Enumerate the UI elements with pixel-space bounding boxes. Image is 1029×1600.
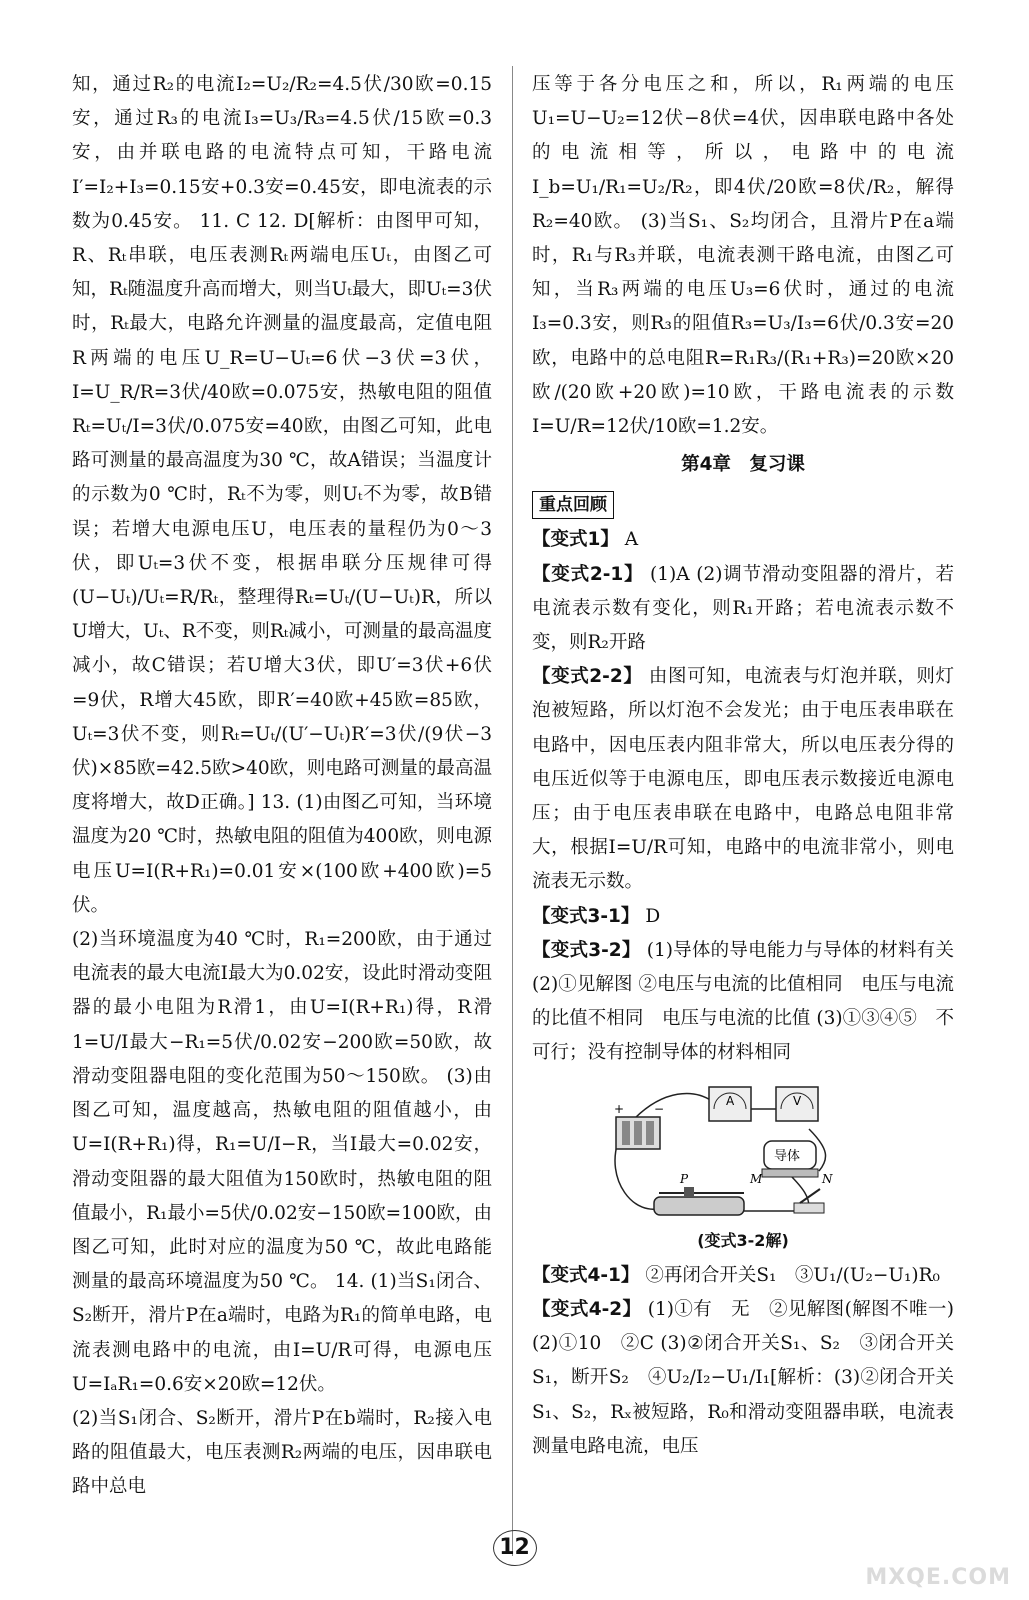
figure-caption: (变式3-2解) <box>697 1230 789 1250</box>
answer-item <box>532 934 954 1071</box>
wire <box>634 1093 712 1118</box>
review-badge: 重点回顾 <box>532 491 614 519</box>
answer-text: D <box>645 905 661 927</box>
battery-cell <box>634 1121 642 1145</box>
battery-plus-label: + <box>614 1101 625 1116</box>
rheostat-icon <box>654 1197 744 1215</box>
ammeter-label: A <box>726 1093 735 1108</box>
battery-cell <box>646 1121 654 1145</box>
conductor-base <box>762 1169 818 1177</box>
left-paragraph: (2)当S₁闭合、S₂断开，滑片P在b端时，R₂接入电路的阻值最大，电压表测R₂两端的电压，因串联电路中总电 <box>72 1407 492 1498</box>
answer-label: 【变式2-2】 <box>532 666 643 688</box>
wire <box>789 1174 809 1207</box>
conductor-label: 导体 <box>774 1148 801 1164</box>
page-number: 12 <box>493 1530 537 1566</box>
answer-item <box>532 558 954 661</box>
answer-text: (1)①有 无 ②见解图(解图不唯一) (2)①10 ②C (3)②闭合开关S₁、S₂ ③闭合开关S₁，断开S₂ ④U₂/I₂−U₁/I₁[解析：(3)②闭合开关S₁、S₂，Rₓ被短路，R₀和滑动变阻器串联，电流表测量电路电流，电压 <box>532 1298 954 1457</box>
terminal-m-label: M <box>750 1171 763 1186</box>
answer-label: 【变式3-1】 <box>532 905 640 927</box>
answer-label: 【变式4-1】 <box>532 1264 640 1286</box>
answer-label: 【变式4-2】 <box>532 1298 642 1320</box>
terminal-n-label: N <box>822 1171 833 1186</box>
watermark-text: MXQE.COM <box>865 1565 1011 1590</box>
left-column <box>72 68 492 1505</box>
answer-text: (1)A (2)调节滑动变阻器的滑片，若电流表示数有变化，则R₁开路；若电流表示数不变，则R₂开路 <box>532 563 954 654</box>
answer-item <box>532 660 954 899</box>
battery-cell <box>622 1121 630 1145</box>
chapter-title: 第4章 复习课 <box>681 454 805 476</box>
answer-item <box>532 523 954 557</box>
right-column <box>532 68 954 1464</box>
switch-icon <box>794 1203 824 1213</box>
answer-text: 由图可知，电流表与灯泡并联，则灯泡被短路，所以灯泡不会发光；由于电压表串联在电路中，因电压表内阻非常大，所以电压表分得的电压近似等于电源电压，即电压表示数接近电源电压；由于电压表串联在电路中，电路总电阻非常大，根据I=U/R可知，电路中的电流非常小，则电流表无示数。 <box>532 666 954 893</box>
circuit-diagram <box>604 1079 844 1229</box>
answer-item <box>532 1259 954 1293</box>
answer-text: A <box>624 529 639 551</box>
column-divider <box>512 66 513 1556</box>
right-intro: 压等于各分电压之和，所以，R₁两端的电压U₁=U−U₂=12伏−8伏=4伏，因串联电路中各处的电流相等，所以，电路中的电流I_b=U₁/R₁=U₂/R₂，即4伏/20欧=8伏/R₂，解得R₂=40欧。 (3)当S₁、S₂均闭合，且滑片P在a端时，R₁与R₃并联，电流表测干路电流，由图乙可知，当R₃两端的电压U₃=6伏时，通过的电流I₃=0.3安，则R₃的阻值R₃=U₃/I₃=6伏/0.3安=20欧，电路中的总电阻R=R₁R₃/(R₁+R₃)=20欧×20欧/(20欧+20欧)=10欧，干路电流表的示数I=U/R=12伏/10欧=1.2安。 <box>532 74 954 438</box>
circuit-figure <box>604 1079 844 1229</box>
watermark-logo <box>861 1520 1011 1590</box>
answer-text: ②再闭合开关S₁ ③U₁/(U₂−U₁)R₀ <box>645 1264 940 1286</box>
left-paragraph: (2)当环境温度为40 ℃时，R₁=200欧，由于通过电流表的最大电流I最大为0.02安，设此时滑动变阻器的最小电阻为R滑1，由U=I(R+R₁)得，R滑1=U/I最大−R₁=5伏/0.02安−200欧=50欧，故滑动变阻器电阻的变化范围为50～150欧。 (3)由图乙可知，温度越高，热敏电阻的阻值越小，由U=I(R+R₁)得，R₁=U/I−R，当I最大=0.02安，滑动变阻器的最大阻值为150欧时，热敏电阻的阻值最小，R₁最小=5伏/0.02安−150欧=100欧，由图乙可知，此时对应的温度为50 ℃，故此电路能测量的最高环境温度为50 ℃。 14. (1)当S₁闭合、S₂断开，滑片P在a端时，电路为R₁的简单电路，电流表测电路中的电流，由I=U/R可得，电源电压U=IₐR₁=0.6安×20欧=12伏。 <box>72 929 492 1395</box>
answer-label: 【变式1】 <box>532 529 619 551</box>
answer-item <box>532 900 954 934</box>
left-paragraph: 知，通过R₂的电流I₂=U₂/R₂=4.5伏/30欧=0.15安，通过R₃的电流I₃=U₃/R₃=4.5伏/15欧=0.3安，由并联电路的电流特点可知，干路电流I′=I₂+I₃=0.15安+0.3安=0.45安，即电流表的示数为0.45安。 11. C 12. D[解析：由图甲可知，R、Rₜ串联，电压表测Rₜ两端电压Uₜ，由图乙可知，Rₜ随温度升高而增大，则当Uₜ最大，即Uₜ=3伏时，Rₜ最大，电路允许测量的温度最高，定值电阻R两端的电压U_R=U−Uₜ=6伏−3伏=3伏，I=U_R/R=3伏/40欧=0.075安，热敏电阻的阻值Rₜ=Uₜ/I=3伏/0.075安=40欧，由图乙可知，此电路可测量的最高温度为30 ℃，故A错误；当温度计的示数为0 ℃时，Rₜ不为零，则Uₜ不为零，故B错误；若增大电源电压U，电压表的量程仍为0～3伏，即Uₜ=3伏不变，根据串联分压规律可得(U−Uₜ)/Uₜ=R/Rₜ，整理得Rₜ=Uₜ/(U−Uₜ)R，所以U增大，Uₜ、R不变，则Rₜ减小，可测量的最高温度减小，故C错误；若U增大3伏，即U′=3伏+6伏=9伏，R增大45欧，即R′=40欧+45欧=85欧，Uₜ=3伏不变，则Rₜ=Uₜ/(U′−Uₜ)R′=3伏/(9伏−3伏)×85欧=42.5欧>40欧，则电路可测量的最高温度将增大，故D正确。] 13. (1)由图乙可知，当环境温度为20 ℃时，热敏电阻的阻值为400欧，则电源电压U=I(R+R₁)=0.01安×(100欧+400欧)=5伏。 <box>72 74 492 916</box>
answer-text: (1)导体的导电能力与导体的材料有关 (2)①见解图 ②电压与电流的比值相同 电压与电流的比值不相同 电压与电流的比值 (3)①③④⑤ 不可行；没有控制导体的材料相同 <box>532 939 954 1064</box>
rheostat-slider <box>684 1187 694 1197</box>
slider-label: P <box>680 1171 689 1186</box>
answer-item <box>532 1293 954 1464</box>
voltmeter-label: V <box>793 1093 802 1108</box>
answer-label: 【变式2-1】 <box>532 563 644 585</box>
battery-minus-label: − <box>654 1101 665 1116</box>
answer-label: 【变式3-2】 <box>532 939 641 961</box>
